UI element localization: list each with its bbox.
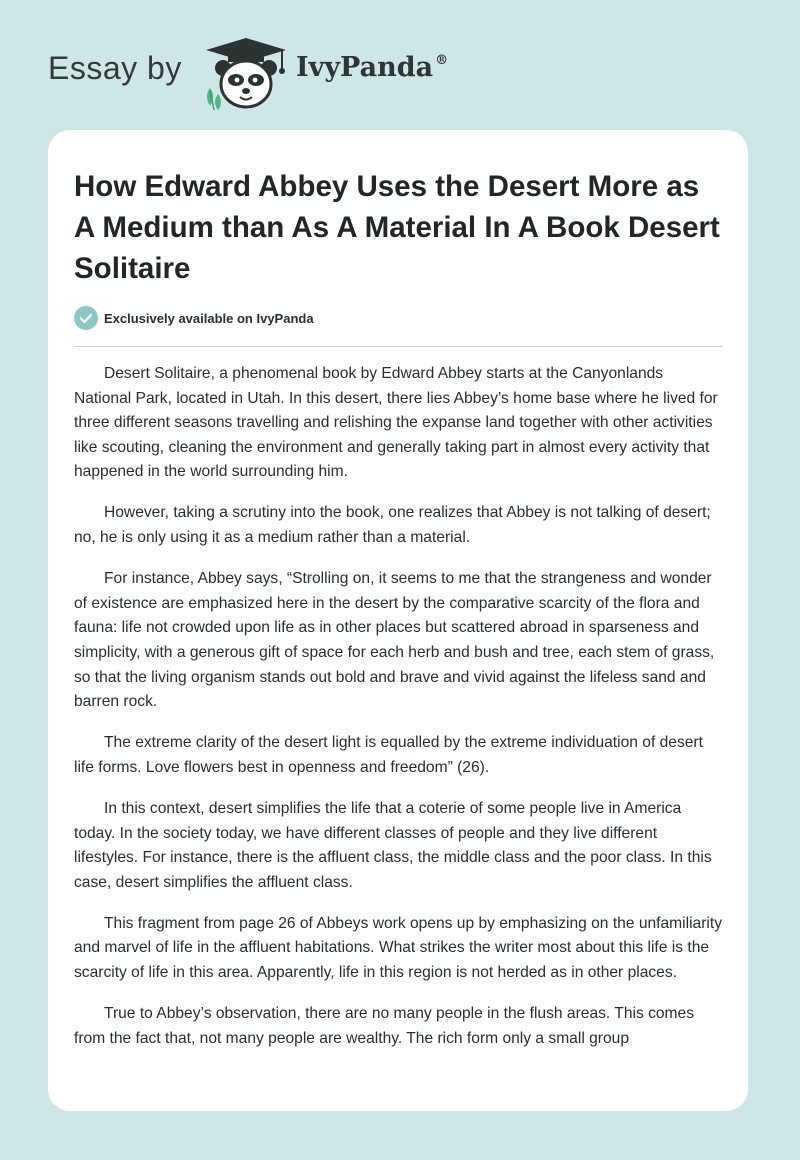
essay-by-label: Essay by — [48, 50, 182, 86]
check-circle-icon — [74, 306, 98, 330]
essay-card — [48, 130, 748, 1111]
registered-mark: ® — [435, 53, 449, 68]
page-title: How Edward Abbey Uses the Desert More as A Medium than As A Material In A Book Desert Solitaire — [74, 170, 720, 285]
essay-body — [74, 362, 724, 1068]
paragraph: For instance, Abbey says, “Strolling on, it seems to me that the strangeness and wonder of existence are emphasized here in the desert by the comparative scarcity of the flora and fauna: life not crowded upon life as in other places but scattered abroad in sparseness and simplicity, with a generous gift of space for each herb and bush and tree, each stem of grass, so that the living organism stands out bold and brave and vivid against the lifeless sand and barren rock. — [74, 570, 715, 711]
divider — [74, 346, 723, 347]
paragraph: Desert Solitaire, a phenomenal book by Edward Abbey starts at the Canyonlands National Park, located in Utah. In this desert, there lies Abbey’s home base where he lived for three different seasons travelling and relishing the expanse land together with other activities like scouting, cleaning the environment and generally taking part in almost every activity that happened in the world surrounding him. — [74, 365, 718, 481]
paragraph: In this context, desert simplifies the life that a coterie of some people live in America today. In the society today, we have different classes of people and they live different lifestyles. For instance, there is the affluent class, the middle class and the poor class. In this case, desert simplifies the affluent class. — [74, 799, 712, 891]
paragraph: However, taking a scrutiny into the book, one realizes that Abbey is not talking of desert; no, he is only using it as a medium rather than a material. — [74, 504, 711, 547]
paragraph: The extreme clarity of the desert light is equalled by the extreme individuation of desert life forms. Love flowers best in openness and freedom” (26). — [74, 734, 703, 776]
brand-name[interactable]: IvyPanda ® — [296, 52, 449, 83]
panda-logo-icon[interactable] — [198, 36, 294, 112]
exclusive-badge — [74, 306, 314, 330]
paragraph: This fragment from page 26 of Abbeys work opens up by emphasizing on the unfamiliarity and marvel of life in the affluent habitations. What strikes the writer most about this life is the scarcity of life in this area. Apparently, life in this region is not herded as in other places. — [74, 914, 723, 981]
site-header — [0, 0, 800, 130]
exclusive-text: Exclusively available on IvyPanda — [104, 310, 314, 326]
paragraph: True to Abbey’s observation, there are no many people in the flush areas. This comes from the fact that, not many people are wealthy. The rich form only a small group — [74, 1005, 695, 1047]
